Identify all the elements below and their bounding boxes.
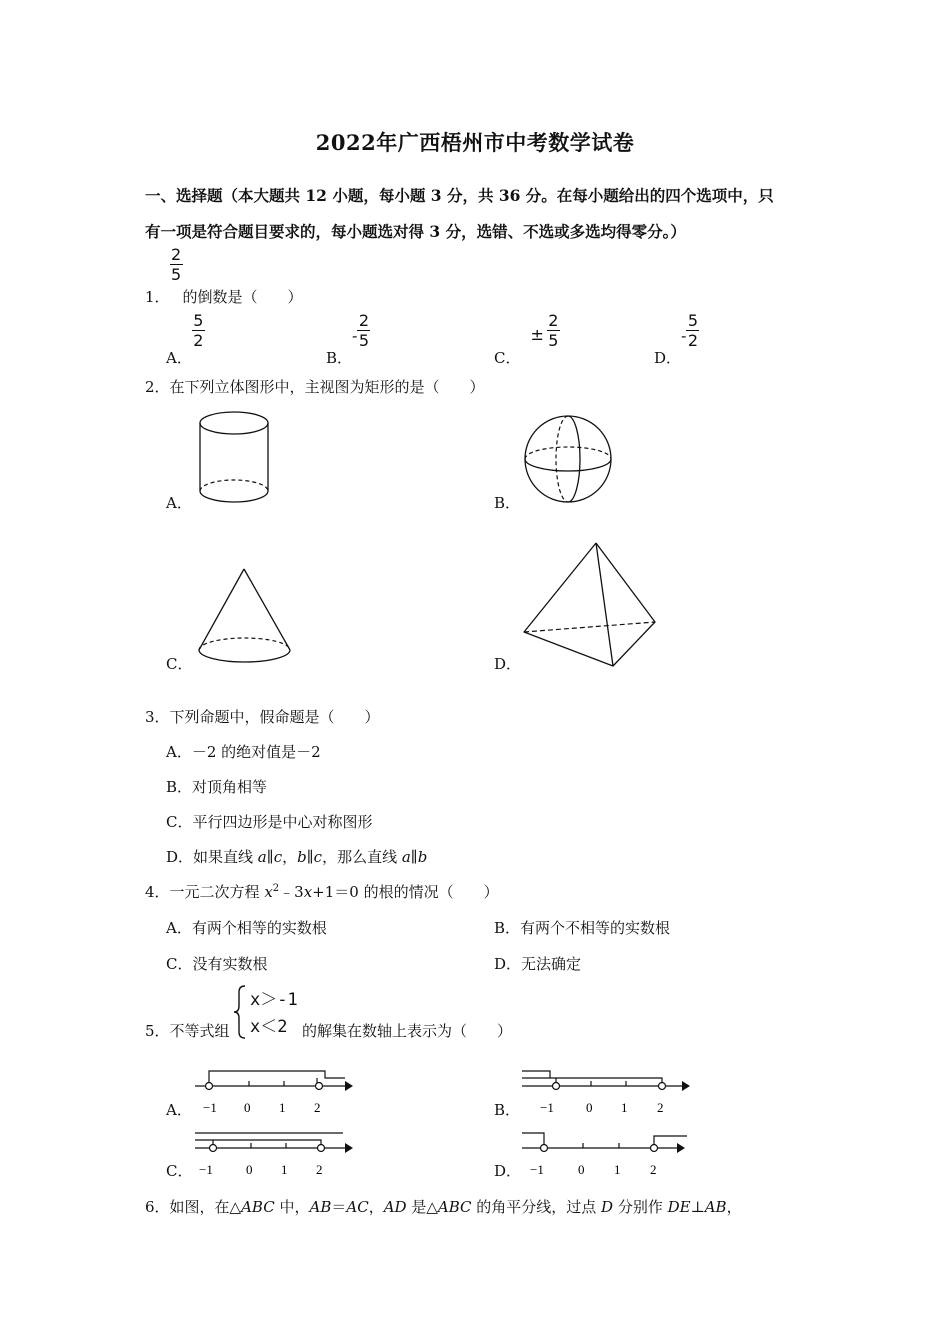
fraction [547, 312, 560, 349]
q4-option-d[interactable]: D．无法确定 [494, 955, 582, 973]
q1-option-a[interactable] [166, 311, 205, 367]
q4-option-a[interactable]: A．有两个相等的实数根 [166, 919, 327, 937]
var: ABC [437, 1198, 472, 1216]
var: D [601, 1198, 614, 1216]
q1-option-b[interactable] [326, 311, 370, 367]
fraction-numerator: 2 [548, 311, 559, 330]
tick-label: 2 [657, 1100, 664, 1115]
text: ＝ [331, 1198, 347, 1216]
var: AB [309, 1198, 332, 1216]
var: AD [383, 1198, 407, 1216]
question-4 [145, 881, 499, 902]
var: DE [667, 1198, 691, 1216]
question-6 [145, 1196, 742, 1217]
var: b [297, 848, 307, 866]
fraction-numerator: 2 [170, 245, 182, 264]
text: +1＝0 的根的情况（ ） [312, 883, 499, 901]
page-title: 2022年广西梧州市中考数学试卷 [315, 130, 635, 155]
q5-option-d[interactable]: D． [494, 1162, 522, 1180]
var: ABC [241, 1198, 275, 1216]
fraction-denominator: 5 [358, 331, 370, 350]
option-sign: - [352, 326, 358, 345]
sphere-icon [522, 413, 614, 505]
tick-label: 0 [586, 1100, 593, 1115]
option-label: B． [326, 348, 353, 367]
q5-option-b[interactable]: B． [494, 1101, 521, 1119]
inequality-2: x＜2 [250, 1017, 288, 1037]
parallel-symbol: ∥ [306, 848, 314, 866]
cone-icon [196, 566, 296, 668]
option-label: C． [494, 348, 521, 367]
text: 6．如图，在△ [145, 1198, 242, 1216]
text: ﹣3 [279, 883, 304, 901]
text: 分别作 [613, 1198, 668, 1216]
inequality-1: x＞-1 [250, 990, 298, 1010]
q1-option-d[interactable] [654, 311, 699, 367]
question-5-text: 的解集在数轴上表示为（ ） [302, 1022, 513, 1040]
option-label: D． [654, 348, 682, 367]
fraction-denominator: 5 [170, 265, 182, 284]
q2-option-a[interactable]: A． [166, 494, 192, 512]
section-header-line1: 一、选择题（本大题共 12 小题，每小题 3 分，共 36 分。在每小题给出的四个选项中，只 [145, 186, 774, 205]
q4-option-b[interactable]: B．有两个不相等的实数根 [494, 919, 671, 937]
text: 的角平分线，过点 [471, 1198, 602, 1216]
q3-option-a[interactable]: A．－2 的绝对值是－2 [166, 743, 321, 761]
parallel-symbol: ∥ [410, 848, 418, 866]
fraction-numerator: 5 [687, 311, 699, 330]
tick-label: 2 [650, 1162, 657, 1177]
q2-option-b[interactable]: B． [494, 494, 521, 512]
brace-icon [233, 984, 247, 1040]
number-line-a [195, 1066, 355, 1122]
text: 是△ [406, 1198, 438, 1216]
fraction [192, 312, 205, 349]
q4-option-c[interactable]: C．没有实数根 [166, 955, 268, 973]
var: b [417, 848, 428, 866]
tick-label: −1 [203, 1100, 217, 1115]
text: ，那么直线 [322, 848, 402, 866]
text: ， [282, 848, 298, 866]
tick-label: 1 [621, 1100, 628, 1115]
cylinder-icon [196, 408, 276, 508]
tick-label: −1 [530, 1162, 544, 1177]
q2-option-c[interactable]: C． [166, 655, 193, 673]
fraction-denominator: 2 [687, 331, 699, 350]
tick-label: 2 [314, 1100, 321, 1115]
text: ， [726, 1198, 742, 1216]
text: ， [368, 1198, 384, 1216]
number-line-d [522, 1128, 692, 1184]
tick-label: −1 [199, 1162, 213, 1177]
fraction-denominator: 5 [548, 331, 559, 350]
tick-label: −1 [540, 1100, 554, 1115]
var: x [303, 883, 313, 901]
fraction [357, 312, 370, 349]
q1-option-c[interactable] [494, 311, 560, 367]
tick-label: 1 [614, 1162, 621, 1177]
exponent: 2 [272, 883, 280, 894]
tick-label: 0 [578, 1162, 585, 1177]
fraction-numerator: 2 [358, 311, 370, 330]
var: c [313, 848, 323, 866]
text: D．如果直线 [166, 848, 258, 866]
tick-label: 0 [244, 1100, 251, 1115]
question-3: 3．下列命题中，假命题是（ ） [145, 708, 380, 726]
text: 中， [274, 1198, 310, 1216]
option-label: A． [166, 348, 192, 367]
question-1 [145, 245, 303, 306]
tick-label: 2 [316, 1162, 323, 1177]
var: x [264, 883, 273, 901]
pyramid-icon [520, 540, 660, 670]
var: a [257, 848, 267, 866]
number-line-b [522, 1066, 692, 1122]
text: 4．一元二次方程 [145, 883, 265, 901]
tick-label: 1 [281, 1162, 288, 1177]
question-2: 2．在下列立体图形中，主视图为矩形的是（ ） [145, 378, 485, 396]
q5-option-a[interactable]: A． [166, 1101, 192, 1119]
var: a [401, 848, 411, 866]
var: AB [704, 1198, 727, 1216]
var: AC [346, 1198, 369, 1216]
section-header-line2: 有一项是符合题目要求的，每小题选对得 3 分，选错、不选或多选均得零分。） [145, 222, 686, 241]
option-sign: ± [530, 324, 544, 344]
q3-option-c[interactable]: C．平行四边形是中心对称图形 [166, 813, 373, 831]
q3-option-b[interactable]: B．对顶角相等 [166, 778, 268, 796]
text: ⊥ [690, 1198, 705, 1216]
question-text: 的倒数是（ ） [182, 287, 303, 306]
question-number: 1． [145, 287, 170, 306]
q2-option-d[interactable]: D． [494, 655, 522, 673]
tick-label: 0 [246, 1162, 253, 1177]
var: c [273, 848, 283, 866]
fraction-numerator: 5 [193, 311, 204, 330]
question-5-prefix: 5．不等式组 [145, 1022, 230, 1040]
tick-label: 1 [279, 1100, 286, 1115]
number-line-c [195, 1128, 360, 1184]
fraction [170, 246, 183, 283]
fraction-denominator: 2 [193, 331, 204, 350]
q3-option-d[interactable] [166, 846, 427, 867]
fraction [686, 312, 699, 349]
parallel-symbol: ∥ [266, 848, 274, 866]
q5-option-c[interactable]: C． [166, 1162, 193, 1180]
option-sign: - [681, 326, 687, 345]
